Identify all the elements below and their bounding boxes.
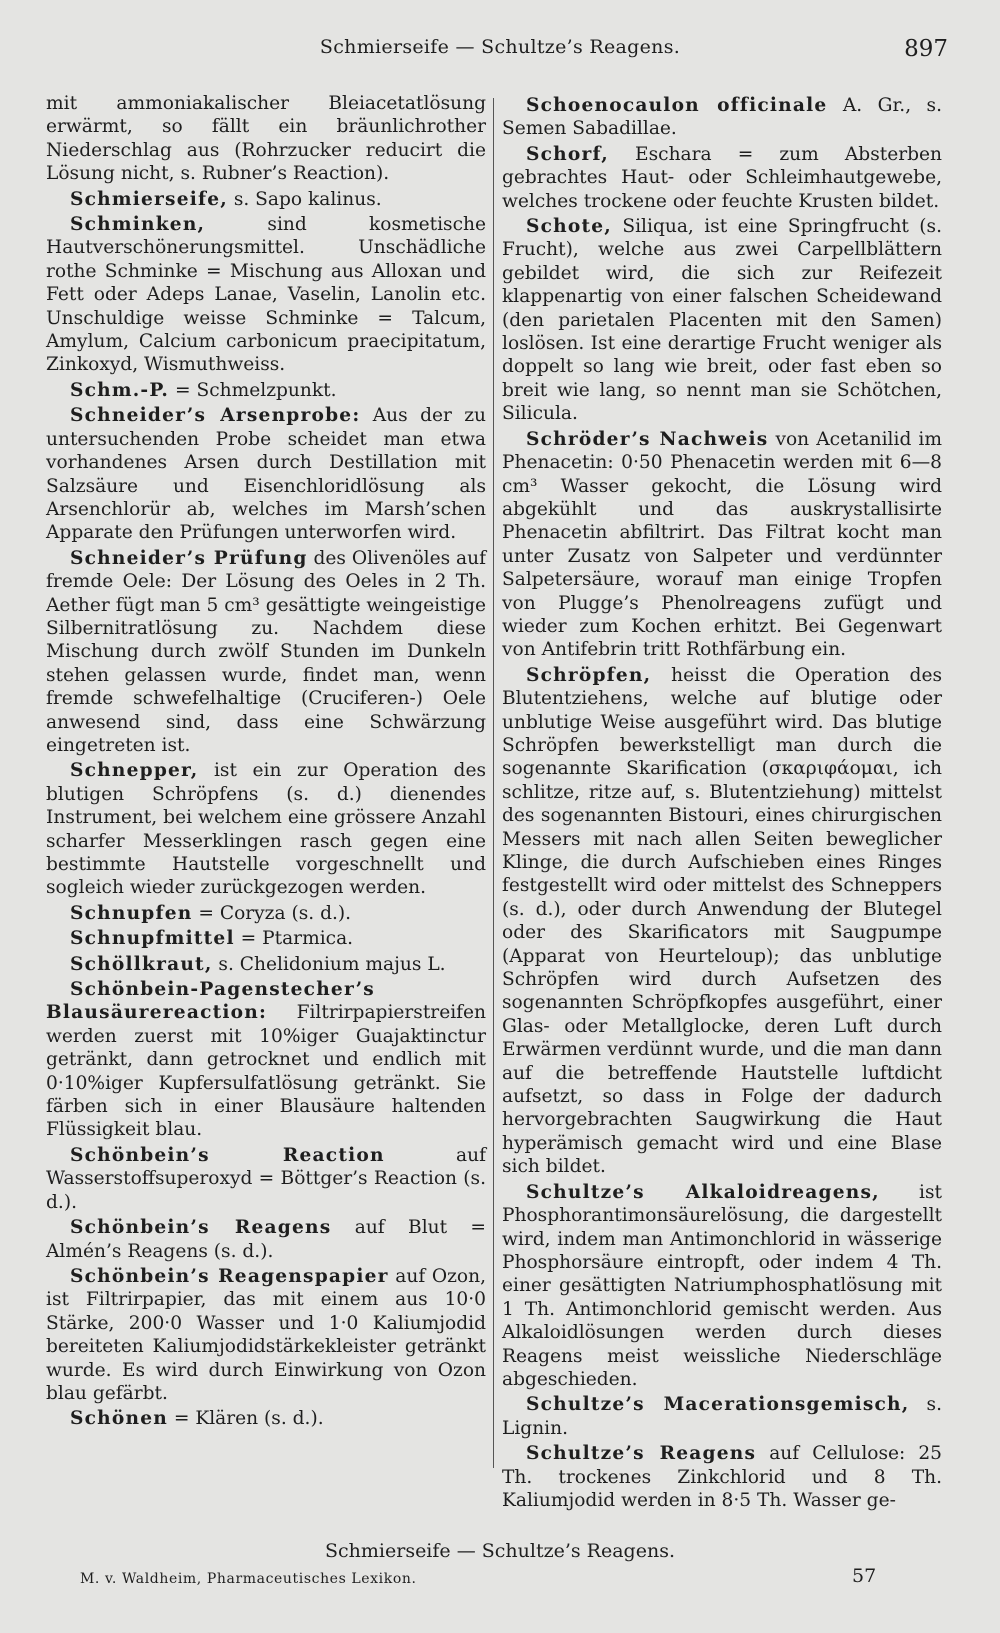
entry-text: mit ammoniakalischer Bleiacetatlösung erwärmt, so fällt ein bräunlichrother Niederschlag aus (Rohrzucker reducirt die Lösung nicht, s. Rubner’s Reaction). (46, 93, 486, 185)
entry-headword: Schmierseife, (70, 188, 228, 210)
entry-headword: Schnupfmittel (70, 928, 235, 950)
entry-text: heisst die Operation des Blutentziehens, welche auf blutige oder unblutige Weise ausgeführt wird. Das blutige Schröpfen bewerkstelligt man durch die sogenannte Skarification (σκαριφάομαι, ich schlitze, ritze auf, s. Blutentziehung) mittelst des sogenannten Bistouri, eines chirurgischen Messers mit nach allen Seiten beweglicher Klinge, die durch Aufschieben eines Ringes festgestellt wird oder mittelst des Schneppers (s. d.), oder durch Anwendung der Blutegel oder des Skarificators mit Saugpumpe (Apparat von Heurteloup); das unblutige Schröpfen wird durch Aufsetzen des sogenannten Schröpfkopfes ausgeführt, einer Glas- oder Metallglocke, deren Luft durch Erwärmen verdünnt wurde, und die man dann auf die betreffende Hautstelle luftdicht aufsetzt, so dass in Folge der dadurch hervorgebrachten Saugwirkung die Haut hyperämisch gemacht wird und eine Blase sich bildet. (502, 664, 942, 1178)
imprint: M. v. Waldheim, Pharmaceutisches Lexikon. (80, 1571, 417, 1587)
entry-headword: Schönen (70, 1408, 168, 1430)
left-column (46, 92, 486, 1431)
entry-text: Filtrirpapierstreifen werden zuerst mit 10%iger Guajaktinctur getränkt, dann getrocknet und endlich mit 0·10%iger Kupfersulfatlösung getränkt. Sie färben sich in einer Blausäure haltenden Flüssigkeit blau. (46, 1002, 486, 1141)
entry (502, 143, 942, 213)
entry (46, 1144, 486, 1214)
entry-headword: Schröder’s Nachweis (526, 428, 769, 450)
entry-headword: Schönbein-Pagenstecher’s Blausäurereaction: (46, 979, 375, 1024)
entry-text: Aus der zu untersuchenden Probe scheidet man etwa vorhandenes Arsen durch Destillation mit Salzsäure und Eisenchloridlösung als Arsenchlorür ab, welches im Marsh’schen Apparate den Prüfungen unterworfen wird. (46, 405, 486, 544)
entry (46, 188, 486, 211)
entry (502, 428, 942, 662)
entry-text: Eschara = zum Absterben gebrachtes Haut- oder Schleimhautgewebe, welches trockene oder feuchte Krusten bildet. (502, 143, 942, 212)
page-number: 897 (904, 36, 948, 62)
entry-text: ist Phosphorantimonsäurelösung, die dargestellt wird, indem man Antimonchlorid in wässerige Phosphorsäure eintropft, oder indem 4 Th. einer gesättigten Natriumphosphatlösung mit 1 Th. Antimonchlorid gemischt werden. Aus Alkaloidlösungen werden durch dieses Reagens meist weissliche Niederschläge abgeschieden. (502, 1181, 942, 1390)
entry-headword: Schneider’s Prüfung (70, 547, 308, 569)
entry-headword: Schönbein’s Reagens (70, 1217, 332, 1239)
entry-headword: Schnepper, (70, 760, 199, 782)
entry-headword: Schm.-P. (70, 379, 170, 401)
entry-headword: Schröpfen, (526, 664, 652, 686)
entry-text: = Klären (s. d.). (167, 1408, 324, 1430)
entry-text: = Coryza (s. d.). (192, 902, 352, 924)
entry-headword: Schultze’s Reagens (526, 1443, 757, 1465)
entry-text: auf Cellulose: 25 Th. trockenes Zinkchlorid und 8 Th. Kaliumjodid werden in 8·5 Th. Wasser ge- (502, 1443, 942, 1511)
entry (46, 1265, 486, 1405)
right-column (502, 92, 942, 1512)
entry-text: = Schmelzpunkt. (169, 379, 337, 401)
entry-text: s. Chelidonium majus L. (212, 953, 446, 975)
entry-headword: Schoenocaulon officinale (526, 95, 828, 116)
entry (502, 94, 942, 141)
entry (502, 215, 942, 426)
entry-text: = Ptarmica. (234, 928, 354, 950)
sheet-number: 57 (852, 1565, 877, 1587)
entry-text: auf Ozon, ist Filtrirpapier, das mit einem aus 10·0 Stärke, 200·0 Wasser und 1·0 Kaliumjodid bereiteten Kaliumjodidstärkekleister getränkt wurde. Es wird durch Einwirkung von Ozon blau gefärbt. (46, 1265, 486, 1404)
entry (502, 1442, 942, 1512)
entry (502, 1393, 942, 1440)
entry (46, 213, 486, 377)
entry-headword: Schöllkraut, (70, 953, 213, 975)
entry (46, 379, 486, 402)
entry-headword: Schorf, (526, 143, 609, 165)
entry (46, 953, 486, 976)
entry (502, 664, 942, 1179)
entry-text: s. Lignin. (502, 1394, 942, 1439)
entry-text: Siliqua, ist eine Springfrucht (s. Frucht), welche aus zwei Carpellblättern gebildet wird, die sich zur Reifezeit klappenartig von einer falschen Scheidewand (den parietalen Placenten mit den Samen) loslösen. Ist eine derartige Frucht weniger als doppelt so lang wie breit, oder fast eben so breit wie lang, so nennt man sie Schötchen, Silicula. (502, 216, 942, 425)
entry (46, 927, 486, 950)
entry-headword: Schneider’s Arsenprobe: (70, 405, 361, 427)
entry (46, 547, 486, 758)
entry-headword: Schminken, (70, 214, 206, 236)
entry-text: ist ein zur Operation des blutigen Schröpfens (s. d.) dienendes Instrument, bei welchem eine grössere Anzahl scharfer Messerklingen rasch gegen eine bestimmte Hautstelle vorgeschnellt und sogleich wieder zurückgezogen werden. (46, 760, 486, 899)
running-head: Schmierseife — Schultze’s Reagens. (319, 36, 681, 58)
entry-headword: Schultze’s Alkaloidreagens, (526, 1181, 880, 1203)
entry (46, 92, 486, 186)
entry-headword: Schnupfen (70, 902, 193, 924)
entry (46, 902, 486, 925)
entry (46, 759, 486, 899)
entry-headword: Schultze’s Macerationsgemisch, (526, 1394, 910, 1416)
entry-text: A. Gr., s. Semen Sabadillae. (502, 95, 943, 140)
entry-headword: Schönbein’s Reagenspapier (70, 1265, 389, 1287)
column-divider (493, 98, 494, 1468)
entry (46, 1407, 486, 1430)
running-foot: Schmierseife — Schultze’s Reagens. (325, 1540, 675, 1562)
entry (502, 1181, 942, 1392)
entry-text: von Acetanilid im Phenacetin: 0·50 Phenacetin werden mit 6—8 cm³ Wasser gekocht, die Lösung wird abgekühlt und das auskrystallisirte Phenacetin abfiltrirt. Das Filtrat kocht man unter Zusatz von Salpeter und verdünnter Salpetersäure, worauf man einige Tropfen von Plugge’s Phenolreagens zufügt und wieder zum Kochen erhitzt. Bei Gegenwart von Antifebrin tritt Rothfärbung ein. (502, 428, 942, 661)
entry-text: auf Blut = Almén’s Reagens (s. d.). (46, 1217, 487, 1262)
entry-text: auf Wasserstoffsuperoxyd = Böttger’s Reaction (s. d.). (46, 1144, 486, 1213)
entry (46, 1216, 486, 1263)
entry-headword: Schote, (526, 216, 612, 238)
entry-headword: Schönbein’s Reaction (70, 1144, 385, 1166)
entry-text: sind kosmetische Hautverschönerungsmittel. Unschädliche rothe Schminke = Mischung aus Alloxan und Fett oder Adeps Lanae, Vaselin, Lanolin etc. Unschuldige weisse Schminke = Talcum, Amylum, Calcium carbonicum praecipitatum, Zinkoxyd, Wismuthweiss. (46, 214, 486, 376)
entry (46, 978, 486, 1142)
entry (46, 404, 486, 544)
entry-text: s. Sapo kalinus. (227, 188, 382, 210)
entry-text: des Olivenöles auf fremde Oele: Der Lösung des Oeles in 2 Th. Aether fügt man 5 cm³ gesättigte weingeistige Silbernitratlösung zu. Nachdem diese Mischung durch zwölf Stunden im Dunkeln stehen gelassen wurde, findet man, wenn fremde schwefelhaltige (Cruciferen-) Oele anwesend sind, dass eine Schwärzung eingetreten ist. (46, 547, 486, 756)
